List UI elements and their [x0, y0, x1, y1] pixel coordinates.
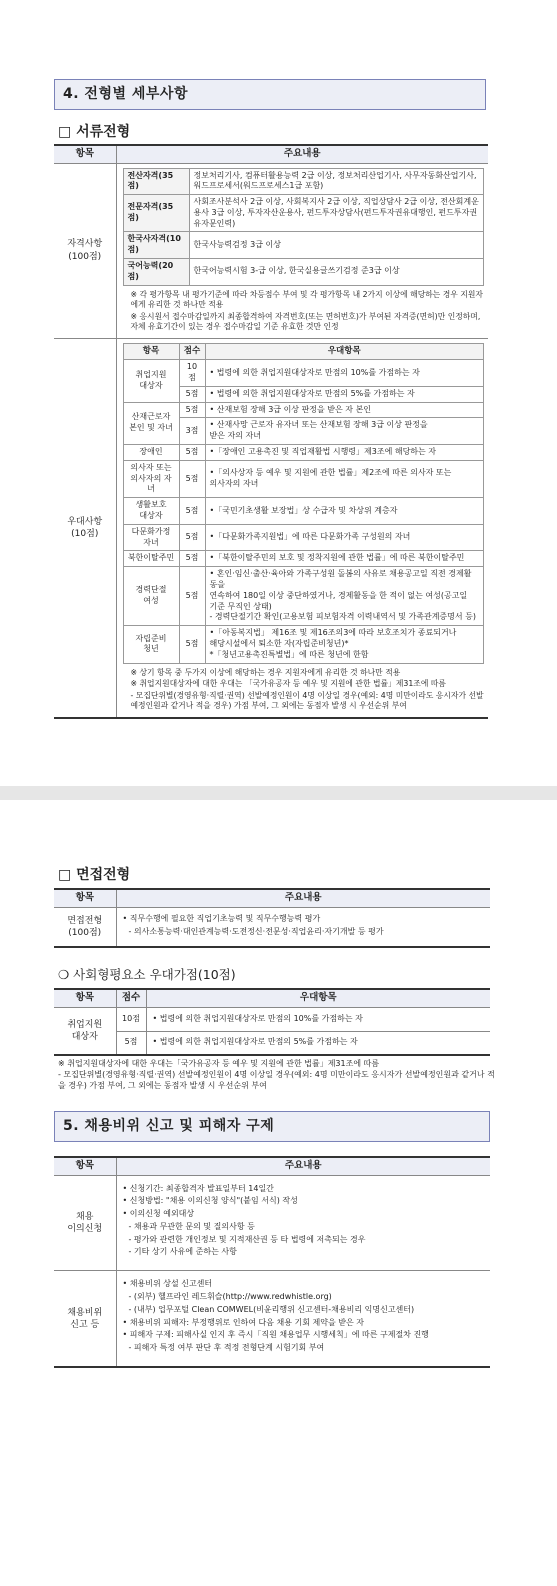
document-screening-table: [54, 144, 488, 719]
social-equity-heading: ❍ 사회형평요소 우대가점(10점): [58, 967, 236, 982]
interview-table: [54, 888, 490, 948]
pref-header-score: 점수: [179, 343, 205, 359]
misconduct-line: • 채용비위 상설 신고센터: [122, 1279, 213, 1289]
qualification-key: 한국사자격(10점): [123, 232, 189, 259]
preference-item-row: [123, 524, 484, 551]
qualification-label: 자격사항 (100점): [54, 163, 116, 338]
preference-item-row: [123, 551, 484, 567]
qualification-note: ※ 각 평가항목 내 평가기준에 따라 차등점수 부여 및 각 평가항목 내 2가지 이상에 해당하는 경우 지원자에게 유리한 것 하나만 적용: [130, 289, 483, 310]
social-item: 취업지원 대상자: [54, 1007, 116, 1055]
objection-line: • 이의신청 예외대상: [122, 1209, 195, 1219]
preference-item: 자립준비 청년: [123, 626, 179, 663]
sec5-col-content: 주요내용: [116, 1157, 490, 1175]
interview-line: • 직무수행에 필요한 직업기초능력 및 직무수행능력 평가: [122, 913, 321, 923]
preference-item: 의사자 또는 의사자의 자녀: [123, 460, 179, 497]
social-score: 5점: [116, 1031, 146, 1055]
social-col-score: 점수: [116, 989, 146, 1007]
preference-score: 5점: [179, 524, 205, 551]
qualification-notes: [123, 290, 485, 333]
document-screening-heading: □ 서류전형: [58, 124, 131, 140]
preference-item: 장애인: [123, 444, 179, 460]
misconduct-line: • 피해자 구제: 피해사실 인지 후 즉시「직원 채용업무 시행세칙」에 따른 구제절차 진행: [122, 1330, 429, 1340]
preference-item: 취업지원 대상자: [123, 360, 179, 402]
section-4-title: 4. 전형별 세부사항: [54, 79, 486, 110]
social-equity-notes: [58, 1058, 498, 1092]
social-score: 10점: [116, 1007, 146, 1031]
qualification-note: ※ 응시원서 접수마감일까지 최종합격하여 자격번호(또는 면허번호)가 부여된 자격증(면허)만 인정하며, 자체 유효기간이 있는 경우 접수마감일 기준 유효한 것만 인정: [130, 311, 481, 332]
qualification-key: 국어능력(20점): [123, 259, 189, 286]
preference-score: 5점: [179, 386, 205, 402]
preference-score: 5점: [179, 551, 205, 567]
preference-item-row: [123, 567, 484, 626]
qualification-row: [54, 163, 488, 338]
misconduct-label: 채용비위 신고 등: [54, 1271, 116, 1367]
social-desc: • 법령에 의한 취업지원대상자로 만점의 10%를 가점하는 자: [152, 1013, 363, 1023]
preference-desc: •「다문화가족지원법」에 따른 다문화가족 구성원의 자녀: [205, 524, 484, 551]
preference-item-row: [123, 444, 484, 460]
social-desc: • 법령에 의한 취업지원대상자로 만점의 5%를 가점하는 자: [152, 1037, 358, 1047]
pref-header-desc: 우대항목: [205, 343, 484, 359]
preference-row: [54, 338, 488, 717]
social-equity-table: [54, 988, 490, 1056]
sec5-col-item: 항목: [54, 1157, 116, 1175]
preference-notes: [123, 668, 485, 712]
preference-item: 생활보호 대상자: [123, 498, 179, 525]
preference-score: 5점: [179, 402, 205, 418]
preference-item: 다문화가정 자녀: [123, 524, 179, 551]
objection-line: • 신청기간: 최종합격자 발표일부터 14일간: [122, 1183, 274, 1193]
social-note: - 모집단위별(경영유형·직렬·권역) 선발예정인원이 4명 이상일 경우(예외: 4명 미만이라도 응시자가 선발예정인원과 같거나 적을 경우) 가점 부여, 그 외에는 동점자 발생 시 우선순위 부여: [58, 1070, 495, 1091]
preference-score: 5점: [179, 626, 205, 663]
objection-line: - 평가와 관련한 개인정보 및 지적재산권 등 타 법령에 저촉되는 경우: [128, 1234, 366, 1244]
preference-score: 5점: [179, 498, 205, 525]
preference-item-row: [123, 460, 484, 497]
interview-col-content: 주요내용: [116, 889, 490, 907]
section-5-title: 5. 채용비위 신고 및 피해자 구제: [54, 1111, 490, 1142]
qualification-item-row: [123, 195, 484, 232]
qualification-value: 한국사능력검정 3급 이상: [189, 232, 484, 259]
qualification-key: 전문자격(35점): [123, 195, 189, 232]
recruitment-complaint-table: [54, 1156, 490, 1368]
preference-desc: • 산재사망 근로자 유자녀 또는 산재보험 장해 3급 이상 판정을 받은 자의 자녀: [205, 418, 484, 445]
preference-desc: •「아동복지법」 제16조 및 제16조의3에 따라 보호조치가 종료되거나 해당시설에서 퇴소한 자(자립준비청년)* *「청년고용촉진특별법」에 따른 청년에 한함: [205, 626, 484, 663]
preference-desc: •「국민기초생활 보장법」상 수급자 및 차상위 계층자: [205, 498, 484, 525]
preference-item: 산재근로자 본인 및 자녀: [123, 402, 179, 444]
preference-desc: • 혼인·임신·출산·육아와 가족구성원 돌봄의 사유로 채용공고일 직전 경제활동을 연속하여 180일 이상 중단하였거나, 경제활동을 한 적이 없는 여성(공고일 기준 무직인 상태) - 경력단절기간 확인(고용보험 피보험자격 이력내역서 및 가족관계증명서 등): [205, 567, 484, 626]
objection-line: - 채용과 무관한 문의 및 질의사항 등: [128, 1221, 255, 1231]
preference-desc: •「장애인 고용촉진 및 직업재활법 시행령」제3조에 해당하는 자: [205, 444, 484, 460]
preference-item-row: [123, 402, 484, 418]
interview-label: 면접전형 (100점): [54, 907, 116, 947]
preference-score: 5점: [179, 444, 205, 460]
preference-item-row: [123, 626, 484, 663]
misconduct-line: • 채용비위 피해자: 부정행위로 인하여 다음 채용 기회 제약을 받은 자: [122, 1317, 364, 1327]
misconduct-line: - (내부) 업무포털 Clean COMWEL(비윤리행위 신고센터-채용비리 익명신고센터): [128, 1304, 415, 1314]
preference-note: - 모집단위별(경영유형·직렬·권역) 선발예정인원이 4명 이상일 경우(예외: 4명 미만이라도 응시자가 선발예정인원과 같거나 적을 경우) 가점 부여, 그 외에는 동점자 발생 시 우선순위 부여: [130, 690, 484, 711]
social-note: ※ 취업지원대상자에 대한 우대는「국가유공자 등 예우 및 지원에 관한 법률」제31조에 따름: [58, 1059, 380, 1068]
qualification-inner-table: [123, 168, 485, 286]
preference-desc: • 산재보험 장해 3급 이상 판정을 받은 자 본인: [205, 402, 484, 418]
preference-item: 북한이탈주민: [123, 551, 179, 567]
qualification-value: 사회조사분석사 2급 이상, 사회복지사 2급 이상, 직업상담사 2급 이상, 전산회계운용사 3급 이상, 투자자산운용사, 펀드투자상담사(펀드투자권유대행인, 펀드투자권유자문인력): [189, 195, 484, 232]
misconduct-line: - 피해자 특정 여부 판단 후 적정 전형단계 시험기회 부여: [128, 1343, 325, 1353]
objection-label: 채용 이의신청: [54, 1175, 116, 1271]
preference-desc: • 법령에 의한 취업지원대상자로 만점의 10%를 가점하는 자: [205, 360, 484, 387]
preference-score: 5점: [179, 460, 205, 497]
col-header-content: 주요내용: [116, 145, 488, 163]
social-col-desc: 우대항목: [146, 989, 490, 1007]
pref-header-item: 항목: [123, 343, 179, 359]
document-page-2: [0, 800, 557, 1586]
preference-desc: •「북한이탈주민의 보호 및 정착지원에 관한 법률」에 따른 북한이탈주민: [205, 551, 484, 567]
preference-score: 10점: [179, 360, 205, 387]
preference-item-row: [123, 360, 484, 387]
preference-desc: •「의사상자 등 예우 및 지원에 관한 법률」제2조에 따른 의사자 또는 의사자의 자녀: [205, 460, 484, 497]
col-header-item: 항목: [54, 145, 116, 163]
misconduct-line: - (외부) 헬프라인 레드휘슬(http://www.redwhistle.org): [128, 1292, 332, 1302]
preference-score: 3점: [179, 418, 205, 445]
social-col-item: 항목: [54, 989, 116, 1007]
qualification-item-row: [123, 168, 484, 195]
preference-note: ※ 취업지원대상자에 대한 우대는 「국가유공자 등 예우 및 지원에 관한 법률」제31조에 따름: [130, 679, 446, 689]
preference-item: 경력단절 여성: [123, 567, 179, 626]
preference-score: 5점: [179, 567, 205, 626]
preference-note: ※ 상기 항목 중 두가지 이상에 해당하는 경우 지원자에게 유리한 것 하나만 적용: [130, 667, 401, 677]
interview-heading: □ 면접전형: [58, 867, 131, 883]
interview-col-item: 항목: [54, 889, 116, 907]
preference-item-row: [123, 498, 484, 525]
qualification-key: 전산자격(35점): [123, 168, 189, 195]
document-page-1: [0, 0, 557, 786]
preference-inner-table: [123, 343, 485, 664]
qualification-item-row: [123, 259, 484, 286]
qualification-item-row: [123, 232, 484, 259]
objection-line: - 기타 상기 사유에 준하는 사항: [128, 1247, 237, 1257]
qualification-value: 한국어능력시험 3-급 이상, 한국실용글쓰기검정 준3급 이상: [189, 259, 484, 286]
preference-desc: • 법령에 의한 취업지원대상자로 만점의 5%를 가점하는 자: [205, 386, 484, 402]
interview-line: - 의사소통능력·대인관계능력·도전정신·전문성·직업윤리·자기개발 등 평가: [128, 926, 384, 936]
objection-line: • 신청방법: "채용 이의신청 양식"(붙임 서식) 작성: [122, 1196, 298, 1206]
qualification-value: 정보처리기사, 컴퓨터활용능력 2급 이상, 정보처리산업기사, 사무자동화산업기사, 워드프로세서(워드프로세스1급 포함): [189, 168, 484, 195]
preference-label: 우대사항 (10점): [54, 338, 116, 717]
